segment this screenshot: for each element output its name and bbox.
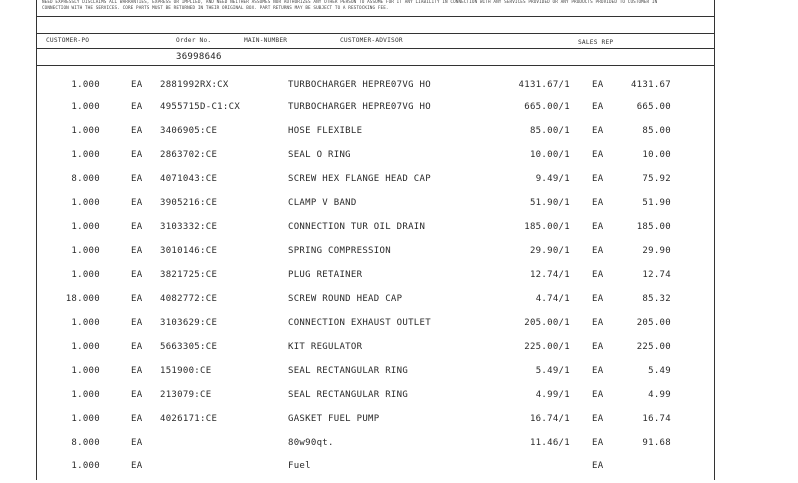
cell-desc: SPRING COMPRESSION xyxy=(288,246,391,256)
cell-part: 4082772:CE xyxy=(160,294,218,304)
order-number-value: 36998646 xyxy=(176,52,222,62)
cell-price: 85.00/1 xyxy=(529,126,570,136)
cell-desc: PLUG RETAINER xyxy=(288,270,363,280)
table-row xyxy=(0,150,798,172)
table-row xyxy=(0,102,798,124)
header-main-number: MAIN-NUMBER xyxy=(244,37,288,44)
cell-ext: 16.74 xyxy=(642,414,671,424)
cell-qty: 1.000 xyxy=(71,222,100,232)
cell-desc: CONNECTION TUR OIL DRAIN xyxy=(288,222,426,232)
cell-um: EA xyxy=(131,366,143,376)
cell-qty: 1.000 xyxy=(71,390,100,400)
cell-part: 3905216:CE xyxy=(160,198,218,208)
cell-part: 3406905:CE xyxy=(160,126,218,136)
cell-um2: EA xyxy=(592,294,604,304)
table-row xyxy=(0,366,798,388)
cell-qty: 1.000 xyxy=(71,342,100,352)
cell-ext: 4131.67 xyxy=(630,80,671,90)
table-row xyxy=(0,222,798,244)
cell-um2: EA xyxy=(592,102,604,112)
header-sales-rep: SALES REP xyxy=(578,39,614,46)
cell-desc: CONNECTION EXHAUST OUTLET xyxy=(288,318,431,328)
cell-desc: SCREW HEX FLANGE HEAD CAP xyxy=(288,174,431,184)
cell-desc: SEAL RECTANGULAR RING xyxy=(288,390,409,400)
cell-part: 5663305:CE xyxy=(160,342,218,352)
cell-um2: EA xyxy=(592,342,604,352)
cell-desc: SEAL RECTANGULAR RING xyxy=(288,366,409,376)
cell-desc: TURBOCHARGER HEPRE07VG HO xyxy=(288,102,431,112)
cell-um2: EA xyxy=(592,80,604,90)
cell-part: 3010146:CE xyxy=(160,246,218,256)
cell-um: EA xyxy=(131,414,143,424)
cell-um2: EA xyxy=(592,126,604,136)
cell-ext: 75.92 xyxy=(642,174,671,184)
cell-ext: 205.00 xyxy=(636,318,671,328)
cell-um: EA xyxy=(131,246,143,256)
cell-ext: 29.90 xyxy=(642,246,671,256)
cell-um: EA xyxy=(131,390,143,400)
cell-part: 4071043:CE xyxy=(160,174,218,184)
cell-price: 29.90/1 xyxy=(529,246,570,256)
table-row xyxy=(0,390,798,412)
cell-desc: TURBOCHARGER HEPRE07VG HO xyxy=(288,80,431,90)
cell-price: 225.00/1 xyxy=(524,342,570,352)
header-customer-po: CUSTOMER-PO xyxy=(46,37,90,44)
table-row xyxy=(0,174,798,196)
table-row xyxy=(0,461,798,483)
cell-qty: 18.000 xyxy=(65,294,100,304)
cell-ext: 5.49 xyxy=(648,366,671,376)
cell-um2: EA xyxy=(592,461,604,471)
cell-qty: 1.000 xyxy=(71,366,100,376)
cell-ext: 10.00 xyxy=(642,150,671,160)
cell-um2: EA xyxy=(592,198,604,208)
cell-price: 4.99/1 xyxy=(535,390,570,400)
cell-um: EA xyxy=(131,174,143,184)
cell-um2: EA xyxy=(592,414,604,424)
cell-price: 12.74/1 xyxy=(529,270,570,280)
cell-part: 2881992RX:CX xyxy=(160,80,229,90)
table-row xyxy=(0,126,798,148)
cell-um: EA xyxy=(131,294,143,304)
cell-desc: 80w90qt. xyxy=(288,438,334,448)
cell-part: 3821725:CE xyxy=(160,270,218,280)
disclaimer-text xyxy=(42,0,702,12)
cell-price: 11.46/1 xyxy=(529,438,570,448)
cell-qty: 1.000 xyxy=(71,318,100,328)
cell-price: 4131.67/1 xyxy=(518,80,570,90)
cell-desc: HOSE FLEXIBLE xyxy=(288,126,363,136)
cell-um: EA xyxy=(131,126,143,136)
cell-qty: 8.000 xyxy=(71,174,100,184)
cell-um: EA xyxy=(131,461,143,471)
cell-um: EA xyxy=(131,198,143,208)
cell-um2: EA xyxy=(592,390,604,400)
cell-qty: 1.000 xyxy=(71,126,100,136)
cell-qty: 8.000 xyxy=(71,438,100,448)
cell-qty: 1.000 xyxy=(71,102,100,112)
cell-desc: KIT REGULATOR xyxy=(288,342,363,352)
cell-ext: 91.68 xyxy=(642,438,671,448)
table-row xyxy=(0,270,798,292)
cell-qty: 1.000 xyxy=(71,198,100,208)
cell-ext: 85.00 xyxy=(642,126,671,136)
cell-ext: 185.00 xyxy=(636,222,671,232)
cell-part: 3103332:CE xyxy=(160,222,218,232)
cell-ext: 51.90 xyxy=(642,198,671,208)
cell-price: 4.74/1 xyxy=(535,294,570,304)
cell-um: EA xyxy=(131,102,143,112)
cell-price: 5.49/1 xyxy=(535,366,570,376)
disclaimer-line-2: CONNECTION WITH THE SERVICES. CORE PARTS MUST BE RETURNED IN THEIR ORIGINAL BOX. PART RETURNS MAY BE SUBJECT TO A RESTOCKING FEE. xyxy=(42,6,389,11)
table-row xyxy=(0,198,798,220)
cell-ext: 12.74 xyxy=(642,270,671,280)
cell-desc: SEAL O RING xyxy=(288,150,351,160)
cell-um: EA xyxy=(131,222,143,232)
cell-um2: EA xyxy=(592,318,604,328)
cell-part: 4026171:CE xyxy=(160,414,218,424)
cell-price: 16.74/1 xyxy=(529,414,570,424)
header-order-no: Order No. xyxy=(176,37,212,44)
table-row xyxy=(0,246,798,268)
cell-ext: 665.00 xyxy=(636,102,671,112)
table-row xyxy=(0,414,798,436)
cell-um2: EA xyxy=(592,150,604,160)
header-customer-advisor: CUSTOMER-ADVISOR xyxy=(340,37,403,44)
cell-ext: 4.99 xyxy=(648,390,671,400)
divider-header-bottom xyxy=(36,65,715,66)
cell-price: 205.00/1 xyxy=(524,318,570,328)
cell-um2: EA xyxy=(592,366,604,376)
cell-price: 9.49/1 xyxy=(535,174,570,184)
cell-desc: SCREW ROUND HEAD CAP xyxy=(288,294,403,304)
table-row xyxy=(0,342,798,364)
table-row xyxy=(0,438,798,460)
cell-desc: CLAMP V BAND xyxy=(288,198,357,208)
divider-top xyxy=(36,16,715,17)
cell-part: 4955715D-C1:CX xyxy=(160,102,241,112)
cell-um2: EA xyxy=(592,270,604,280)
table-row xyxy=(0,80,798,102)
cell-ext: 225.00 xyxy=(636,342,671,352)
cell-qty: 1.000 xyxy=(71,246,100,256)
cell-um: EA xyxy=(131,438,143,448)
cell-qty: 1.000 xyxy=(71,150,100,160)
cell-um2: EA xyxy=(592,222,604,232)
cell-qty: 1.000 xyxy=(71,270,100,280)
cell-um: EA xyxy=(131,318,143,328)
table-row xyxy=(0,318,798,340)
cell-qty: 1.000 xyxy=(71,461,100,471)
cell-um2: EA xyxy=(592,246,604,256)
cell-price: 185.00/1 xyxy=(524,222,570,232)
cell-part: 213079:CE xyxy=(160,390,212,400)
cell-part: 2863702:CE xyxy=(160,150,218,160)
cell-desc: Fuel xyxy=(288,461,311,471)
cell-um: EA xyxy=(131,150,143,160)
cell-price: 10.00/1 xyxy=(529,150,570,160)
cell-um2: EA xyxy=(592,174,604,184)
cell-qty: 1.000 xyxy=(71,80,100,90)
cell-price: 51.90/1 xyxy=(529,198,570,208)
divider-header-mid xyxy=(36,48,715,49)
cell-um: EA xyxy=(131,80,143,90)
cell-part: 151900:CE xyxy=(160,366,212,376)
cell-qty: 1.000 xyxy=(71,414,100,424)
table-row xyxy=(0,294,798,316)
cell-um: EA xyxy=(131,270,143,280)
divider-header-top xyxy=(36,33,715,34)
cell-desc: GASKET FUEL PUMP xyxy=(288,414,380,424)
cell-ext: 85.32 xyxy=(642,294,671,304)
disclaimer-line-1: NEED EXPRESSLY DISCLAIMS ALL WARRANTIES, EXPRESS OR IMPLIED, AND NEED NEITHER ASSUMES NOR AUTHORIZES ANY OTHER PERSON TO ASSUME FOR IT ANY LIABILITY IN CONNECTION WITH ANY SERVICES PROVIDED OR ANY PRODUCTS PROVIDED TO CUSTOMER IN xyxy=(42,0,658,5)
cell-price: 665.00/1 xyxy=(524,102,570,112)
cell-um: EA xyxy=(131,342,143,352)
cell-part: 3103629:CE xyxy=(160,318,218,328)
cell-um2: EA xyxy=(592,438,604,448)
